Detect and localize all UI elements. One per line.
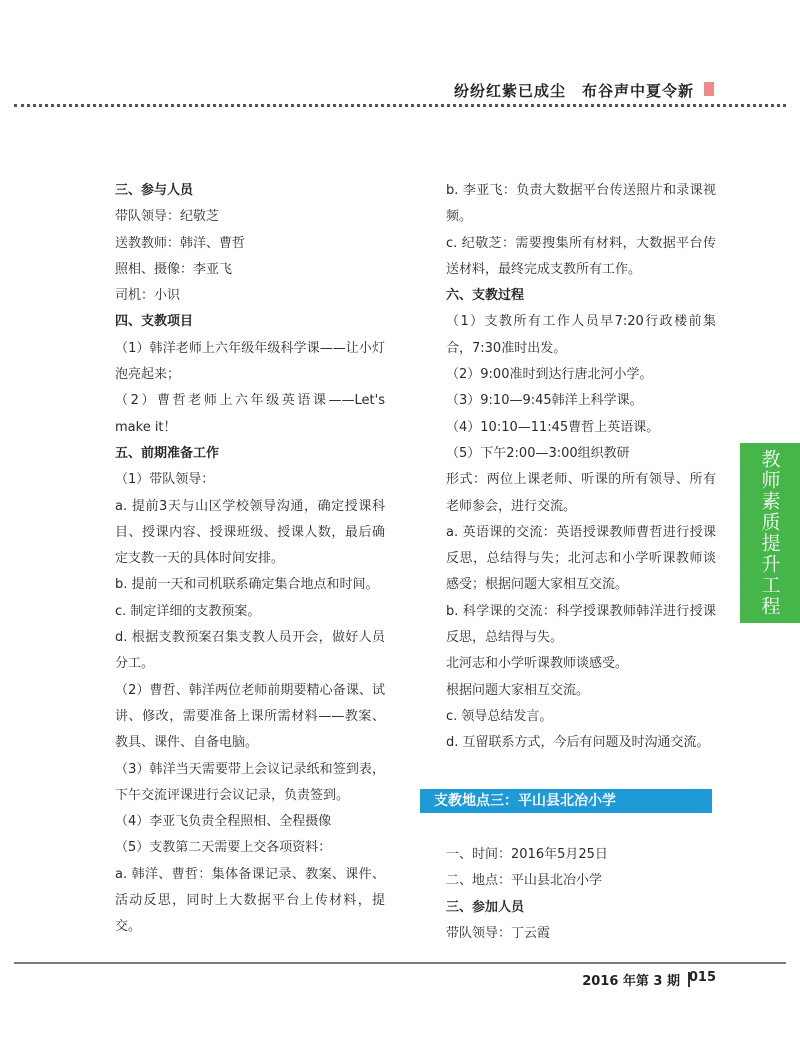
section-heading: 三、参加人员: [446, 899, 525, 915]
paragraph: （5）支教第二天需要上交各项资料：: [115, 840, 332, 856]
section-heading: 五、前期准备工作: [115, 445, 220, 461]
paragraph: 送教教师：韩洋、曹哲: [115, 235, 246, 251]
page-number: 015: [688, 970, 716, 985]
paragraph: a. 韩洋、曹哲：集体备课记录、教案、课件、活动反思，同时上大数据平台上传材料，提交。: [115, 866, 385, 935]
header-dotted-rule: [14, 104, 786, 107]
paragraph: （5）下午2:00—3:00组织教研: [446, 445, 630, 461]
paragraph: a. 提前3天与山区学校领导沟通，确定授课科目、授课内容、授课班级、授课人数，最后确定支教一天的具体时间安排。: [115, 498, 385, 567]
side-tab: [740, 443, 800, 623]
paragraph: 照相、摄像：李亚飞: [115, 261, 233, 277]
paragraph: 形式：两位上课老师、听课的所有领导、所有老师参会，进行交流。: [446, 472, 716, 514]
paragraph: 带队领导：丁云霞: [446, 925, 551, 941]
section-banner: 支教地点三：平山县北冶小学: [420, 789, 712, 813]
footer-rule: [14, 962, 786, 964]
paragraph: b. 科学课的交流：科学授课教师韩洋进行授课反思，总结得与失。: [446, 603, 716, 646]
paragraph: （2）曹哲老师上六年级英语课——Let's make it！: [115, 393, 385, 435]
paragraph: （3）韩洋当天需要带上会议记录纸和签到表，下午交流评课进行会议记录，负责签到。: [115, 761, 385, 803]
paragraph: b. 李亚飞：负责大数据平台传送照片和录课视频。: [446, 183, 716, 225]
paragraph: （4）10:10—11:45曹哲上英语课。: [446, 419, 660, 435]
paragraph: （1）韩洋老师上六年级年级科学课——让小灯泡亮起来；: [115, 340, 385, 383]
left-column: [115, 178, 385, 941]
running-header-title: 纷纷红紫已成尘 布谷声中夏令新: [453, 82, 694, 100]
right-column: [446, 178, 716, 757]
section-heading: 三、参与人员: [115, 183, 194, 198]
paragraph: c. 制定详细的支教预案。: [115, 603, 261, 619]
paragraph: a. 英语课的交流：英语授课教师曹哲进行授课反思，总结得与失；北河志和小学听课教师谈感受；根据问题大家相互交流。: [446, 524, 716, 593]
footer-issue: 2016 年第 3 期: [582, 974, 680, 989]
paragraph: 司机：小识: [115, 288, 181, 304]
paragraph: b. 提前一天和司机联系确定集合地点和时间。: [115, 577, 379, 593]
paragraph: 一、时间：2016年5月25日: [446, 847, 608, 862]
paragraph: 根据问题大家相互交流。: [446, 682, 590, 698]
paragraph: （1）带队领导：: [115, 472, 215, 488]
paragraph: 带队领导：纪敬芝: [115, 209, 220, 225]
side-tab-label: 教师素质提升工程: [758, 449, 781, 617]
paragraph: c. 纪敬芝：需要搜集所有材料，大数据平台传送材料，最终完成支教所有工作。: [446, 235, 716, 277]
section-heading: 六、支教过程: [446, 288, 525, 304]
header-color-mark: [704, 82, 714, 96]
paragraph: （3）9:10—9:45韩洋上科学课。: [446, 393, 643, 409]
section-heading: 四、支教项目: [115, 314, 194, 330]
paragraph: （2）曹哲、韩洋两位老师前期要精心备课、试讲、修改，需要准备上课所需材料——教案、教具、课件、自备电脑。: [115, 682, 385, 751]
paragraph: 二、地点：平山县北冶小学: [446, 873, 603, 889]
paragraph: （1）支教所有工作人员早7:20行政楼前集合，7:30准时出发。: [446, 314, 716, 356]
paragraph: d. 根据支教预案召集支教人员开会，做好人员分工。: [115, 630, 385, 672]
paragraph: d. 互留联系方式，今后有问题及时沟通交流。: [446, 735, 710, 751]
paragraph: （4）李亚飞负责全程照相、全程摄像: [115, 814, 332, 830]
paragraph: （2）9:00准时到达行唐北河小学。: [446, 367, 653, 383]
right-lower-column: [446, 842, 716, 947]
paragraph: 北河志和小学听课教师谈感受。: [446, 656, 629, 672]
paragraph: c. 领导总结发言。: [446, 708, 553, 724]
